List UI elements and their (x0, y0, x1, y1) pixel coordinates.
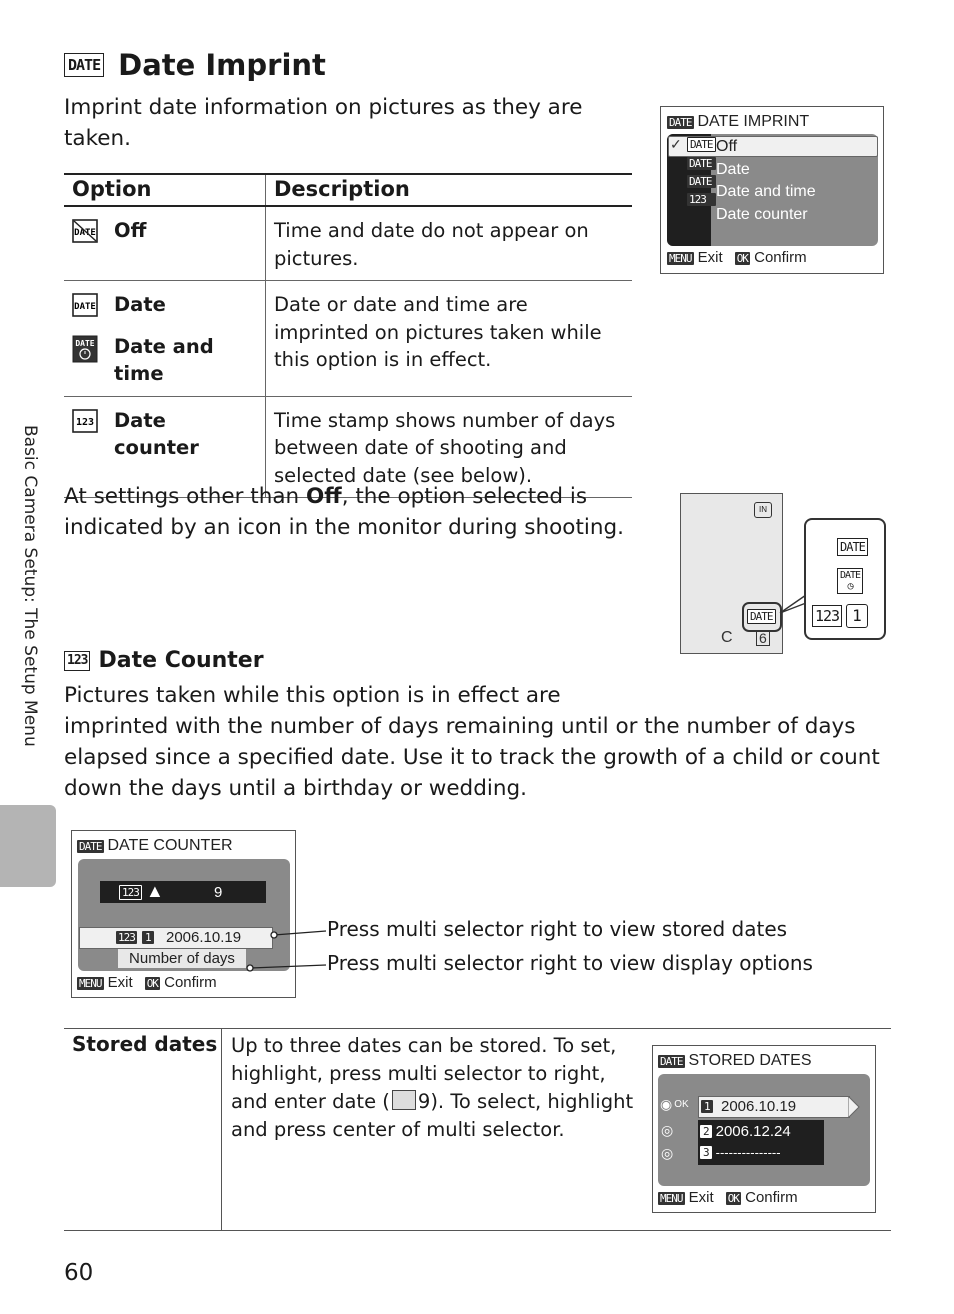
note-text: At settings other than (64, 484, 306, 509)
confirm-label: Confirm (164, 974, 217, 991)
note-text-end: , the option selected is indicated by an icon in the monitor during shooting. (64, 484, 624, 540)
option-off: Off (114, 219, 147, 242)
date-clock-icon: DATE ◷ (837, 568, 863, 594)
svg-text:DATE: DATE (75, 338, 95, 348)
radio-icon: ◎ (661, 1122, 674, 1138)
days-value: 9 (214, 884, 223, 901)
callout-stored-dates: Press multi selector right to view stored dates (327, 917, 788, 941)
compression-icon: C (721, 629, 733, 646)
date-imprint-icon: DATE (64, 53, 104, 77)
description-text: Up to three dates can be stored. To set, highlight, press multi selector to right, and enter date ( (231, 1034, 617, 1113)
date-clock-icon (72, 333, 100, 371)
table-row (64, 206, 632, 281)
icon-callout-box (804, 518, 886, 640)
exit-label: Exit (107, 974, 133, 991)
stored-date-value: 2006.12.24 (715, 1123, 791, 1140)
stored-date-value: 2006.10.19 (721, 1098, 797, 1115)
svg-text:DATE: DATE (74, 302, 96, 312)
stored-date-item-3[interactable] (700, 1145, 781, 1160)
counter-number: 1 (846, 604, 868, 628)
internal-memory-icon: IN (754, 502, 772, 518)
slot-number: 3 (700, 1146, 712, 1159)
stored-date-item-2[interactable] (700, 1123, 791, 1140)
page-number: 60 (64, 1260, 94, 1286)
table-row (64, 281, 632, 397)
confirm-label: Confirm (754, 249, 807, 266)
date-counter-icon: 123 (64, 651, 90, 671)
page-reference: 9 (417, 1090, 431, 1113)
page-title: Date Imprint (118, 48, 326, 82)
radio-icon: ◎ (661, 1145, 674, 1161)
menu-item-date-and-time[interactable]: Date and time (716, 183, 816, 200)
option-header: Option (64, 174, 266, 206)
date-icon: DATE (837, 538, 868, 556)
option-table (64, 173, 632, 498)
callout-lines (240, 920, 330, 980)
date-counter-icon: 123 (812, 605, 842, 627)
screen-title: DATE COUNTER (107, 837, 233, 854)
date-counter-icon: 123 (119, 885, 142, 900)
ok-button-icon: OK (727, 1192, 739, 1205)
section-heading (64, 648, 264, 673)
ok-indicator (660, 1096, 689, 1113)
option-date-counter: Date counter (114, 408, 199, 459)
date-counter-icon (72, 407, 100, 441)
option-date: Date (114, 293, 166, 316)
ok-button-icon: OK (736, 252, 748, 265)
stored-dates-table (64, 1028, 891, 1231)
callout-display-options: Press multi selector right to view display options (327, 951, 813, 975)
stored-dates-description (231, 1032, 641, 1144)
date-off-icon: DATE (687, 137, 716, 152)
section-title: Date Counter (98, 648, 264, 673)
slot-number: 2 (700, 1125, 712, 1138)
menu-item-date[interactable]: Date (716, 160, 750, 178)
section-body: Pictures taken while this option is in effect are imprinted with the number of days remaining until or the number of days elapsed since a specified date. Use it to track the growth of a child or count down the days until a birthday or wedding. (64, 683, 880, 801)
confirm-label: Confirm (745, 1189, 798, 1206)
indicator-note (64, 481, 624, 543)
exit-label: Exit (697, 249, 723, 266)
description-off: Time and date do not appear on pictures. (266, 206, 633, 281)
exit-label: Exit (688, 1189, 714, 1206)
date-icon: DATE (660, 1054, 683, 1068)
svg-text:DATE: DATE (74, 228, 96, 238)
triangle-icon: ▲ (146, 881, 164, 901)
display-option-row[interactable]: Number of days (118, 949, 246, 968)
date-counter-icon: 123 (687, 193, 716, 206)
slot-number: 1 (142, 931, 154, 944)
menu-button-icon: MENU (79, 977, 102, 990)
description-header: Description (266, 174, 633, 206)
days-display (100, 881, 266, 903)
arrow-right-icon (848, 1096, 860, 1118)
menu-panel (667, 134, 878, 246)
check-icon: ✓ (670, 136, 682, 152)
stored-date-item-1[interactable] (698, 1096, 850, 1118)
date-imprint-screen (660, 106, 884, 274)
frames-remaining: 6 (756, 630, 770, 646)
description-date: Date or date and time are imprinted on pictures taken while this option is in effect. (266, 281, 633, 397)
stored-date-value: --------------- (715, 1145, 781, 1160)
date-icon: DATE (79, 839, 102, 853)
date-badge-icon: DATE (747, 609, 776, 624)
monitor-screen (680, 493, 783, 654)
stored-dates-screen (652, 1045, 876, 1213)
option-date-and-time: Date and time (114, 334, 214, 385)
date-icon: DATE (687, 157, 716, 170)
menu-item-date-counter[interactable]: Date counter (716, 205, 808, 223)
stored-date-list (698, 1120, 824, 1165)
ok-button-icon: OK (146, 977, 158, 990)
note-bold: Off (305, 484, 342, 509)
menu-button-icon: MENU (669, 252, 692, 265)
stored-date-value: 2006.10.19 (166, 929, 242, 946)
date-off-icon (72, 217, 100, 251)
description-text-end: ). To select, highlight and press center of multi selector. (231, 1090, 634, 1141)
menu-button-icon: MENU (660, 1192, 683, 1205)
sidebar-section-label: Basic Camera Setup: The Setup Menu (20, 425, 40, 747)
sidebar-tab (0, 805, 56, 887)
date-clock-icon: DATE (687, 175, 716, 188)
monitor-illustration (680, 493, 884, 655)
screen-title: STORED DATES (688, 1052, 812, 1069)
stored-dates-label: Stored dates (72, 1032, 218, 1056)
date-icon: DATE (669, 115, 692, 129)
reference-icon (392, 1090, 416, 1110)
intro-text: Imprint date information on pictures as they are taken. (64, 95, 583, 151)
date-counter-icon: 123 (118, 931, 135, 944)
radio-selected-icon: ◉ (660, 1096, 673, 1112)
description-date-counter: Time stamp shows number of days between date of shooting and selected date (see below). (266, 396, 633, 498)
menu-item-off[interactable]: Off (716, 138, 738, 155)
screen-title: DATE IMPRINT (697, 113, 810, 130)
page-heading (64, 48, 326, 82)
ok-label: OK (674, 1099, 689, 1110)
svg-text:123: 123 (75, 416, 95, 428)
slot-number: 1 (701, 1100, 713, 1113)
stored-panel (658, 1074, 870, 1186)
date-icon (72, 291, 100, 325)
